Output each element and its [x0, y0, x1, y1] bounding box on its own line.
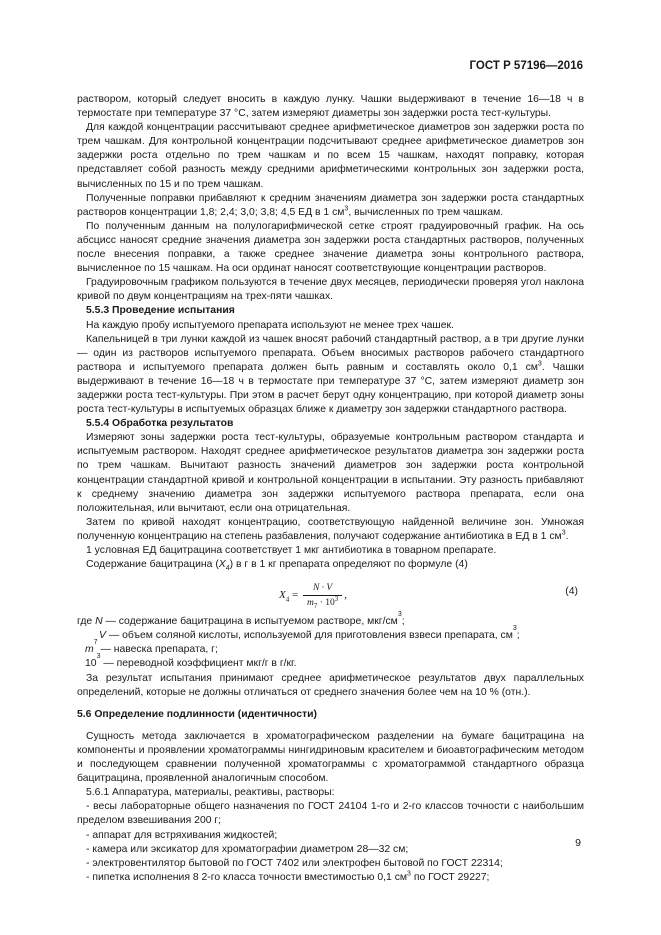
definition-text: — переводной коэффициент мкг/г в г/кг. [100, 658, 297, 670]
definition-symbol: V [99, 630, 106, 642]
formula-fraction [303, 581, 342, 610]
paragraph: Градуировочным графиком пользуются в течение двух месяцев, периодически проверяя угол наклона кривой по двум концентрациям на трех-пяти чашках. [77, 277, 584, 303]
list-item: - аппарат для встряхивания жидкостей; [86, 829, 278, 841]
definition-item: m 7 — навеска препарата, г; [77, 643, 584, 657]
paragraph: За результат испытания принимают среднее арифметическое результатов двух параллельных определений, которые не должны отличаться от среднего значения более чем на 10 % (отн.). [77, 672, 584, 698]
list-item: - электровентилятор бытовой по ГОСТ 7402 или электрофен бытовой по ГОСТ 22314; [86, 857, 503, 869]
paragraph: 5.6.1 Аппаратура, материалы, реактивы, растворы: [86, 787, 335, 799]
paragraph: раствором, который следует вносить в каждую лунку. Чашки выдерживают в течение 16—18 ч в термостате при температуре 37 °С, затем измеряют диаметры зон задержки роста тест-культуры. [77, 94, 584, 120]
paragraph: Полученные поправки прибавляют к средним значениям диаметра зон задержки роста стандартных растворов концентрации 1,8; 2,4; 3,0; 3,8; 4,5 ЕД в 1 $см^3$, вычисленных по трем чашкам. [77, 192, 584, 218]
section-heading-5-5-4: 5.5.4 Обработка результатов [86, 418, 234, 430]
paragraph: Капельницей в три лунки каждой из чашек вносят рабочий стандартный раствор, а в три другие лунки — один из растворов испытуемого препарата. Объем вносимых растворов рабочего стандартного раствора и испытуемого препарата должен быть равным и составлять около 0,1 $см^3$. Чашки выдерживают в течение 16—18 ч в термостате при температуре 37 °С, затем измеряют диаметр зон задержки роста тест-культуры. При этом в расчет берут одну концентрацию, при которой диаметр зоны роста тест-культуры в испытуемых образцах ближе к диаметру зон задержки стандартного раствора. [77, 333, 585, 416]
paragraph: Измеряют зоны задержки роста тест-культуры, образуемые контрольным раствором стандарта и испытуемым раствором. Находят среднее арифметическое результатов диаметра зон задержки роста по трем чашкам. Вычитают разность значений диаметров зон задержки роста контрольной концентрации стандартной кривой и контрольной концентрации в испытании. Эту разность прибавляют к среднему значению диаметра зон задержки испытуемого раствора препарата, если она положительная, или вычитают, если она отрицательная. [77, 432, 584, 514]
definition-symbol: 10 [85, 658, 97, 670]
definitions-list [77, 611, 584, 671]
paragraph: 1 условная ЕД бацитрацина соответствует 1 мкг антибиотика в товарном препарате. [86, 545, 497, 556]
definition-item: V — объем соляной кислоты, используемой для приготовления взвеси препарата, см 3 ; [77, 629, 584, 643]
paragraph: По полученным данным на полулогарифмической сетке строят градуировочный график. На ось абсцисс наносят средние значения диаметра зон задержки роста стандартных растворов, полученных после внесения поправки, а также среднее значение диаметра зоны контрольного раствора, вычисленное по 15 чашкам. На оси ординат наносят соответствующие концентрации растворов. [77, 220, 584, 275]
definition-item: 10 3 — переводной коэффициент мкг/г в г/кг. [77, 657, 584, 671]
section-heading-5-5-3: 5.5.3 Проведение испытания [86, 305, 235, 317]
formula-number: (4) [565, 586, 578, 598]
definition-symbol: m [85, 644, 94, 656]
paragraph: На каждую пробу испытуемого препарата используют не менее трех чашек. [86, 319, 454, 331]
paragraph: Затем по кривой находят концентрацию, соответствующую найденной величине зон. Умножая полученную концентрацию на степень разбавления, получают содержание антибиотика в ЕД в 1 $см^3$. [77, 516, 584, 542]
list-item: - пипетка исполнения 8 2-го класса точности вместимостью 0,1 $см^3$ по ГОСТ 29227; [86, 870, 490, 883]
definition-item: где N — содержание бацитрацина в испытуемом растворе, мкг/см 3 ; [77, 611, 405, 628]
definition-text: — объем соляной кислоты, используемой для приготовления взвеси препарата, см [105, 630, 513, 642]
paragraph: Содержание бацитрацина $(X_4)$ в г в 1 кг препарата определяют по формуле (4) [86, 559, 468, 573]
paragraph: Сущность метода заключается в хроматографическом разделении на бумаге бацитрацина на компоненты и проявлении хроматограммы нингидриновым красителем и биоавтографическим методом и последующем сравнении полученной хроматограммы с хроматограммой стандартного образца бацитрацина, проявленной аналогичным способом. [77, 730, 584, 785]
formula-numerator: N · V [303, 581, 342, 596]
section-heading-5-6: 5.6 Определение подлинности (идентичности) [77, 708, 317, 720]
formula-denominator: $m_7 \cdot 10^3$ [306, 595, 339, 611]
definition-text: — навеска препарата, г; [97, 644, 218, 656]
formula-4 [77, 575, 584, 611]
document-id: ГОСТ Р 57196—2016 [469, 60, 583, 72]
page-number: 9 [575, 837, 581, 849]
list-item: - камера или эксикатор для хроматографии диаметром 28—32 см; [86, 843, 409, 855]
formula-expression: $X_4$ = $\frac{N \cdot V}{m_7 \cdot 10^3}$ , [279, 583, 347, 611]
paragraph: Для каждой концентрации рассчитывают среднее арифметическое диаметров зон задержки роста по трем чашкам. Для контрольной концентрации подсчитывают среднее арифметическое диаметров зон задержки роста отдельно по трем чашкам и по всем 15 чашкам, находят поправку, которая представляет собой разность между средними арифметическими контрольных зон задержки роста, вычисленных по 15 и по трем чашкам. [77, 122, 584, 190]
page-content [77, 93, 584, 885]
list-item: - весы лабораторные общего назначения по ГОСТ 24104 1-го и 2-го классов точности с наибольшим пределом взвешивания 200 г; [77, 801, 584, 827]
